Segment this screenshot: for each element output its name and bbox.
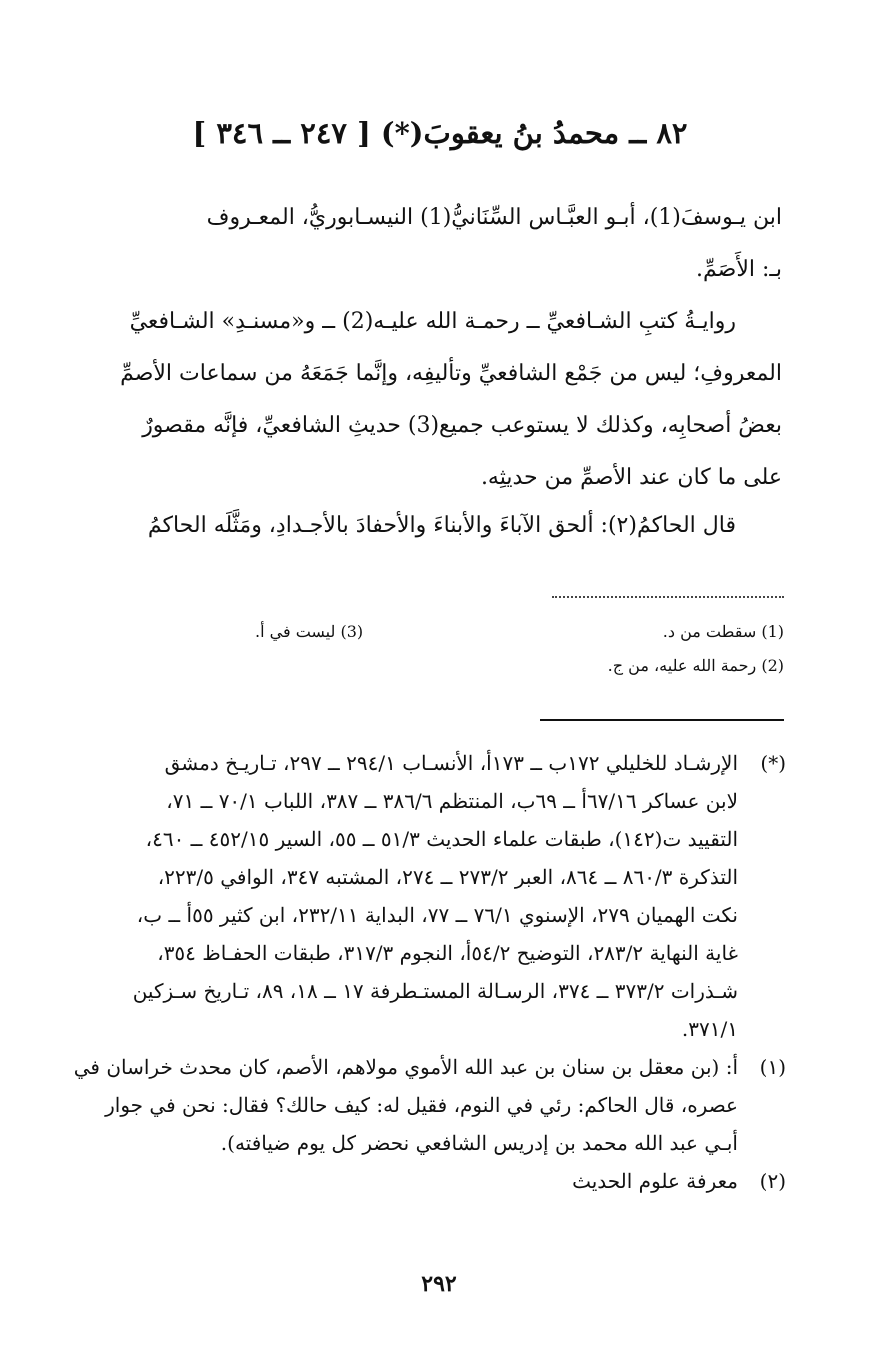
footnote-rule [540, 719, 784, 721]
note-line: الإرشـاد للخليلي ١٧٢ب ــ ١٧٣أ، الأنسـاب ٢٩٤/١ ــ ٢٩٧، تـاريـخ دمشق [164, 751, 738, 775]
note-line: أ: (بن معقل بن سنان بن عبد الله الأموي مولاهم، الأصم، كان محدث خراسان في [73, 1055, 738, 1079]
note-line: شـذرات ٣٧٣/٢ ــ ٣٧٤، الرسـالة المستـطرفة ١٧ ــ ١٨، ٨٩، تـاريخ سـزكين [132, 979, 738, 1003]
paragraph-2 [40, 296, 782, 504]
text-line: روايـةُ كتبِ الشـافعيِّ ــ رحمـة الله عليـه(2) ــ و«مسنـدِ» الشـافعيِّ [129, 309, 736, 334]
note-line: التذكرة ٨٦٠/٣ ــ ٨٦٤، العبر ٢٧٣/٢ ــ ٢٧٤، المشتبه ٣٤٧، الوافي ٢٢٣/٥، [157, 865, 738, 889]
text-line: ابن يـوسفَ(1)، أبـو العبَّـاس السِّنَانيُّ(1) النيسـابوريُّ، المعـروف [206, 205, 782, 230]
notes-section [40, 744, 786, 1200]
note-2 [40, 1162, 786, 1200]
note-line: ٣٧١/١. [681, 1017, 738, 1041]
page-number: ٢٩٢ [421, 1271, 457, 1297]
text-line: على ما كان عند الأصمِّ من حديثِه. [480, 465, 782, 490]
dotted-separator [552, 596, 784, 602]
note-line: معرفة علوم الحديث [572, 1169, 738, 1193]
note-mark: (١) [759, 1055, 786, 1079]
text-line: بـ: الأَصَمِّ. [696, 257, 782, 282]
note-1 [40, 1048, 786, 1162]
note-star [40, 744, 786, 1048]
paragraph-3 [40, 500, 782, 552]
editor-footnote-3: (3) ليست في أ. [255, 622, 364, 641]
editor-footnote-1: (1) سقطت من د. [662, 622, 784, 641]
note-line: نكت الهميان ٢٧٩، الإسنوي ٧٦/١ ــ ٧٧، البداية ٢٣٢/١١، ابن كثير ٥٥أ ــ ب، [136, 903, 738, 927]
note-mark: (*) [760, 751, 786, 775]
note-line: غاية النهاية ٢٨٣/٢، التوضيح ٥٤/٢أ، النجوم ٣١٧/٣، طبقات الحفـاظ ٣٥٤، [157, 941, 738, 965]
text-line: المعروفِ؛ ليس من جَمْع الشافعيِّ وتأليفِه، وإنَّما جَمَعَهُ من سماعات الأصمِّ [120, 361, 782, 386]
editor-footnote-2: (2) رحمة الله عليه، من ج. [607, 656, 784, 675]
entry-title: ٨٢ ــ محمدُ بنُ يعقوبَ(*) [ ٢٤٧ ــ ٣٤٦ ] [192, 116, 688, 150]
note-line: عصره، قال الحاكم: رئي في النوم، فقيل له: كيف حالك؟ فقال: نحن في جوار [105, 1093, 738, 1117]
note-line: التقييد ت(١٤٢)، طبقات علماء الحديث ٥١/٣ ــ ٥٥، السير ٤٥٢/١٥ ــ ٤٦٠، [145, 827, 738, 851]
text-line: قال الحاكمُ(٢): ألحق الآباءَ والأبناءَ والأحفادَ بالأجـدادِ، ومَثَّلَه الحاكمُ [147, 513, 736, 538]
note-line: أبـي عبد الله محمد بن إدريس الشافعي نحضر كل يوم ضيافته). [220, 1131, 738, 1155]
note-mark: (٢) [759, 1169, 786, 1193]
text-line: بعضُ أصحابِه، وكذلك لا يستوعب جميع(3) حديثِ الشافعيِّ، فإنَّه مقصورٌ [142, 413, 782, 438]
paragraph-1 [40, 192, 782, 296]
note-line: لابن عساكر ٦٧/١٦أ ــ ٦٩ب، المنتظم ٣٨٦/٦ ــ ٣٨٧، اللباب ٧٠/١ ــ ٧١، [166, 789, 738, 813]
